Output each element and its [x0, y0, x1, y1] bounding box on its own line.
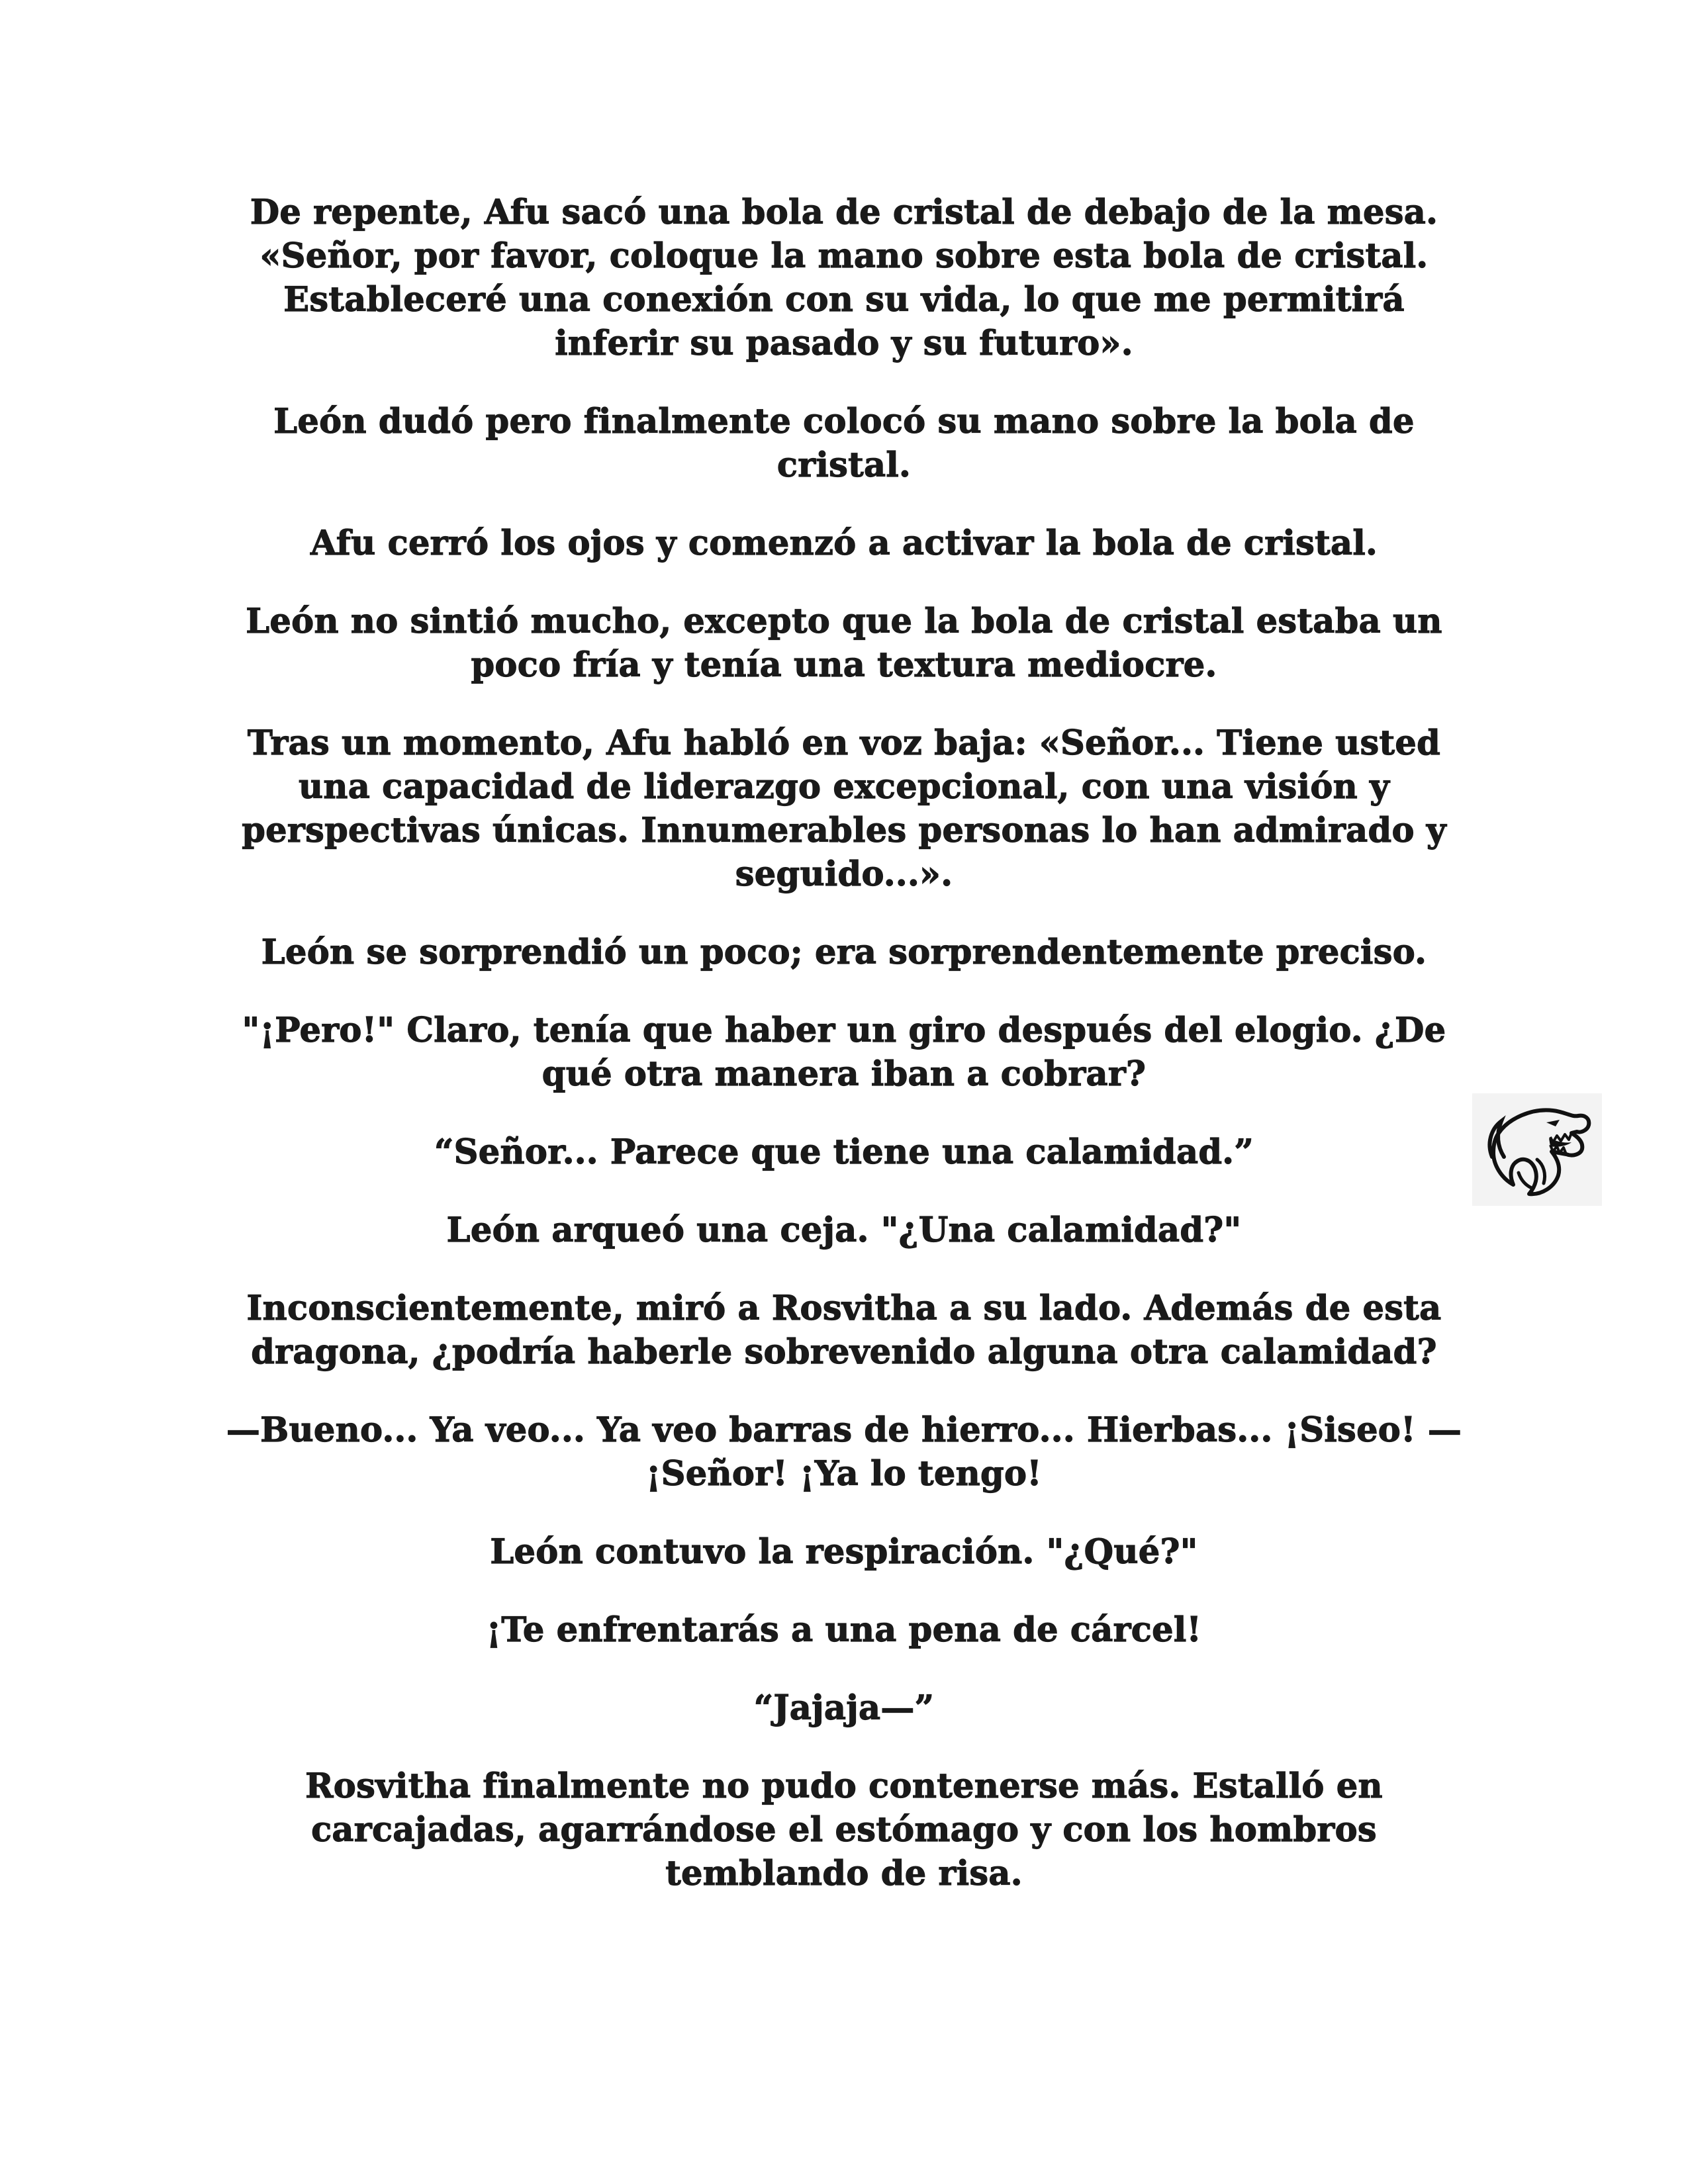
paragraph: León arqueó una ceja. "¿Una calamidad?": [446, 1210, 1242, 1250]
paragraph: “Señor... Parece que tiene una calamidad.”: [434, 1132, 1254, 1172]
paragraph: —Bueno... Ya veo... Ya veo barras de hierro... Hierbas... ¡Siseo! —¡Señor! ¡Ya lo tengo!: [226, 1410, 1462, 1494]
paragraph: Afu cerró los ojos y comenzó a activar la bola de cristal.: [310, 523, 1378, 563]
paragraph: "¡Pero!" Claro, tenía que haber un giro después del elogio. ¿De qué otra manera iban a cobrar?: [242, 1011, 1446, 1094]
paragraph: Tras un momento, Afu habló en voz baja: «Señor... Tiene usted una capacidad de liderazgo excepcional, con una visión y perspectivas únicas. Innumerables personas lo han admirado y seguido...».: [242, 723, 1446, 894]
paragraph: “Jajaja—”: [753, 1688, 935, 1728]
paragraph: Inconscientemente, miró a Rosvitha a su lado. Además de esta dragona, ¿podría haberle sobrevenido alguna otra calamidad?: [246, 1289, 1442, 1372]
paragraph: De repente, Afu sacó una bola de cristal de debajo de la mesa. «Señor, por favor, coloque la mano sobre esta bola de cristal. Estableceré una conexión con su vida, lo que me permitirá inferir su pasado y su futuro».: [250, 193, 1438, 363]
paragraph: León se sorprendió un poco; era sorprendentemente preciso.: [261, 933, 1427, 972]
story-text: [218, 191, 1470, 1930]
paragraph: ¡Te enfrentarás a una pena de cárcel!: [486, 1610, 1202, 1650]
paragraph: León dudó pero finalmente colocó su mano sobre la bola de cristal.: [273, 402, 1415, 485]
paragraph: León no sintió mucho, excepto que la bola de cristal estaba un poco fría y tenía una textura mediocre.: [246, 602, 1442, 685]
paragraph: León contuvo la respiración. "¿Qué?": [490, 1532, 1198, 1572]
paragraph: Rosvitha finalmente no pudo contenerse más. Estalló en carcajadas, agarrándose el estómago y con los hombros temblando de risa.: [305, 1766, 1383, 1893]
dragon-head-icon: [1472, 1093, 1602, 1206]
